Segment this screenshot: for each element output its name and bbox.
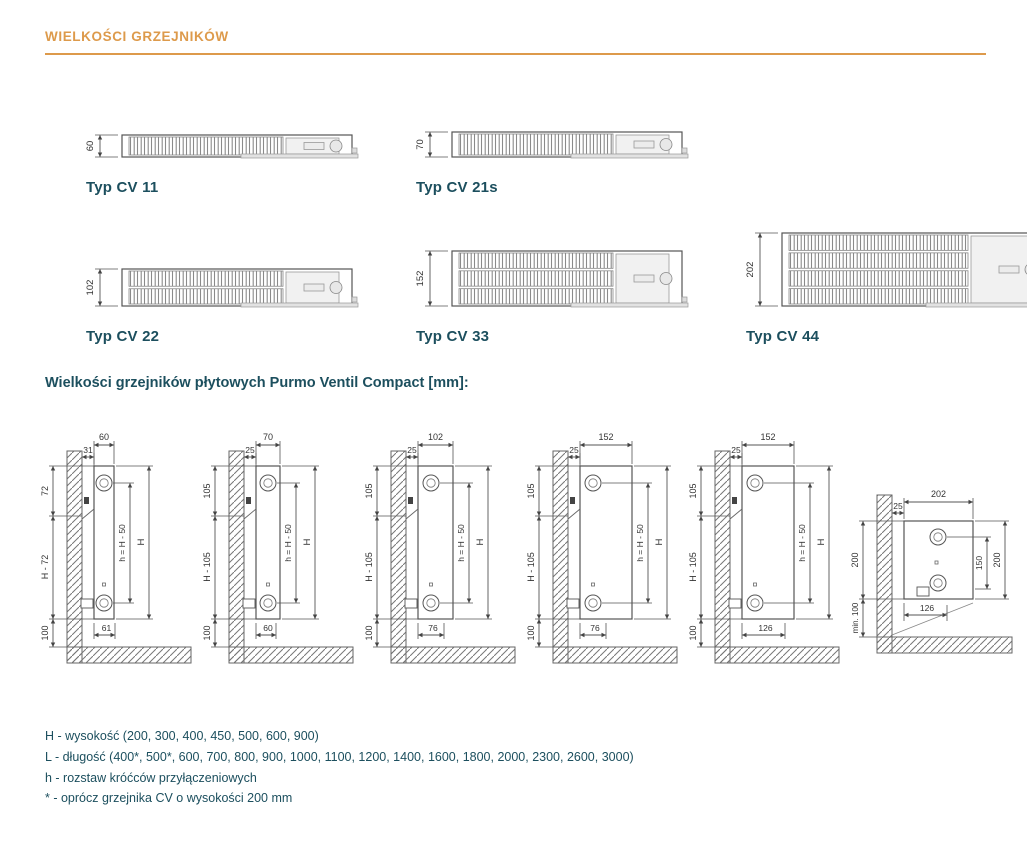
dim-arrow-icon xyxy=(985,585,989,590)
bottom-port xyxy=(585,595,601,611)
dim-middle-label: H - 105 xyxy=(688,552,698,582)
dim-arrow-icon xyxy=(904,613,909,617)
bottom-width-label: 76 xyxy=(428,623,438,633)
bottom-width-label: 126 xyxy=(758,623,773,633)
side-diagram-4 xyxy=(523,411,685,688)
floor-clearance-label: min. 100 xyxy=(851,602,860,634)
top-port xyxy=(747,475,763,491)
dim-arrow-icon xyxy=(147,615,151,620)
depth-dim-label: 152 xyxy=(415,270,426,287)
dim-arrow-icon xyxy=(699,516,703,521)
height-label: H xyxy=(136,538,147,546)
depth-dim-label: 70 xyxy=(415,139,426,150)
convector-fins xyxy=(129,271,283,286)
dim-arrow-icon xyxy=(51,512,55,517)
top-port xyxy=(423,475,439,491)
connection-stub xyxy=(352,297,357,302)
dim-arrow-icon xyxy=(628,443,633,447)
dim-top-label: 105 xyxy=(202,483,212,499)
convector-fins xyxy=(789,235,968,250)
dim-arrow-icon xyxy=(213,512,217,517)
dim-arrow-icon xyxy=(646,599,650,604)
side-diagram-svg xyxy=(685,411,847,683)
dim-arrow-icon xyxy=(276,443,281,447)
dim-arrow-icon xyxy=(699,643,703,648)
dim-arrow-icon xyxy=(51,615,55,620)
depth-dim-label: 202 xyxy=(745,261,756,278)
bottom-port xyxy=(423,595,439,611)
dim-arrow-icon xyxy=(602,633,607,637)
dim-floor-label: 100 xyxy=(202,625,212,641)
dim-arrow-icon xyxy=(568,455,573,459)
bottom-valve xyxy=(405,599,417,608)
page-header xyxy=(45,28,986,55)
dim-top-label: 72 xyxy=(40,485,50,497)
legend-line-pipe-spacing: h - rozstaw króćców przyłączeniowych xyxy=(45,770,257,785)
height-label: H xyxy=(816,538,827,546)
wall-offset-label: 25 xyxy=(245,445,255,455)
dim-floor-label: 100 xyxy=(364,625,374,641)
dim-arrow-icon xyxy=(738,455,743,459)
dim-arrow-icon xyxy=(537,516,541,521)
top-view-cv33-label: Typ CV 33 xyxy=(416,328,490,345)
top-port xyxy=(585,475,601,491)
dim-arrow-icon xyxy=(414,455,419,459)
top-width-label: 60 xyxy=(98,432,110,442)
wall-hatch xyxy=(391,451,406,663)
dim-arrow-icon xyxy=(111,633,116,637)
pipe-spacing-label: h = H - 50 xyxy=(456,524,466,562)
bottom-plate xyxy=(571,303,688,307)
wall-hatch xyxy=(877,495,892,653)
bottom-port xyxy=(96,595,112,611)
floor-hatch xyxy=(877,637,1012,653)
bottom-valve xyxy=(81,599,93,608)
wall-bracket xyxy=(84,497,89,504)
dim-arrow-icon xyxy=(256,443,261,447)
depth-dim-label: 102 xyxy=(85,279,96,296)
bottom-width-label: 61 xyxy=(101,623,112,633)
dim-arrow-icon xyxy=(646,483,650,488)
valve-insert xyxy=(304,143,324,150)
dim-arrow-icon xyxy=(98,302,102,307)
dim-arrow-icon xyxy=(808,483,812,488)
dim-arrow-icon xyxy=(213,643,217,648)
dim-arrow-icon xyxy=(758,233,762,238)
dim-arrow-icon xyxy=(375,466,379,471)
dim-arrow-icon xyxy=(827,466,831,471)
dim-arrow-icon xyxy=(486,466,490,471)
dim-arrow-icon xyxy=(861,595,865,600)
top-width-label: 102 xyxy=(427,432,444,442)
bottom-plate xyxy=(241,303,358,307)
dim-arrow-icon xyxy=(110,443,115,447)
top-port xyxy=(260,475,276,491)
bottom-width-label: 76 xyxy=(590,623,600,633)
dim-arrow-icon xyxy=(861,633,865,638)
pipe-spacing-label: h = H - 50 xyxy=(797,524,807,562)
connection-stub xyxy=(682,148,687,153)
top-view-cv44 xyxy=(740,224,1027,345)
dim-arrow-icon xyxy=(213,466,217,471)
top-view-drawing-svg xyxy=(80,260,362,315)
pipe-spacing-label: h = H - 50 xyxy=(117,524,127,562)
side-diagram-svg xyxy=(199,411,361,683)
valve-insert xyxy=(634,141,654,148)
height-left-label: 200 xyxy=(850,552,860,568)
bottom-valve xyxy=(917,587,929,596)
dim-arrow-icon xyxy=(576,455,581,459)
wall-offset-label: 25 xyxy=(569,445,579,455)
dim-arrow-icon xyxy=(98,269,102,274)
top-view-cv33-drawing xyxy=(410,242,692,315)
wall-offset-label: 25 xyxy=(407,445,417,455)
dim-arrow-icon xyxy=(969,500,974,504)
bottom-plate xyxy=(241,154,358,158)
dim-arrow-icon xyxy=(51,619,55,624)
dim-arrow-icon xyxy=(418,443,423,447)
dim-arrow-icon xyxy=(90,455,95,459)
bottom-width-label: 60 xyxy=(263,623,273,633)
pipe-spacing-label: h = H - 50 xyxy=(283,524,293,562)
dim-arrow-icon xyxy=(730,455,735,459)
top-view-drawing-svg xyxy=(740,224,1027,315)
legend-line-footnote: * - oprócz grzejnika CV o wysokości 200 mm xyxy=(45,791,293,806)
connection-stub xyxy=(352,148,357,153)
bottom-valve xyxy=(729,599,741,608)
convector-fins xyxy=(459,134,613,155)
pipe-height-label: 150 xyxy=(974,555,984,571)
dim-arrow-icon xyxy=(375,516,379,521)
dim-arrow-icon xyxy=(699,615,703,620)
dim-arrow-icon xyxy=(375,512,379,517)
dim-arrow-icon xyxy=(580,633,585,637)
drawing-line xyxy=(82,509,94,519)
dim-arrow-icon xyxy=(790,443,795,447)
dim-arrow-icon xyxy=(861,599,865,604)
dim-arrow-icon xyxy=(98,153,102,158)
dim-floor-label: 100 xyxy=(688,625,698,641)
floor-hatch xyxy=(229,647,353,663)
bottom-plate xyxy=(926,303,1027,307)
wall-bracket xyxy=(246,497,251,504)
dim-arrow-icon xyxy=(428,251,432,256)
valve-insert xyxy=(634,275,654,282)
valve-port xyxy=(660,273,672,285)
side-diagram-svg xyxy=(361,411,523,683)
drain-plug xyxy=(754,583,757,586)
dim-arrow-icon xyxy=(147,466,151,471)
bottom-port xyxy=(747,595,763,611)
top-width-label: 202 xyxy=(930,489,947,499)
side-diagrams-row xyxy=(37,411,1002,688)
dim-arrow-icon xyxy=(699,512,703,517)
top-view-drawing-svg xyxy=(80,126,362,166)
convector-fins xyxy=(789,271,968,286)
dim-arrow-icon xyxy=(537,643,541,648)
dim-arrow-icon xyxy=(128,483,132,488)
pipe-spacing-label: h = H - 50 xyxy=(635,524,645,562)
side-diagram-5 xyxy=(685,411,847,688)
drawing-line xyxy=(568,509,580,519)
dim-arrow-icon xyxy=(808,599,812,604)
dim-arrow-icon xyxy=(213,516,217,521)
floor-hatch xyxy=(715,647,839,663)
wall-bracket xyxy=(570,497,575,504)
drain-plug xyxy=(430,583,433,586)
wall-hatch xyxy=(229,451,244,663)
dim-middle-label: H - 105 xyxy=(364,552,374,582)
convector-fins xyxy=(129,137,283,155)
dim-top-label: 105 xyxy=(688,483,698,499)
dim-arrow-icon xyxy=(742,633,747,637)
drain-plug xyxy=(592,583,595,586)
dim-arrow-icon xyxy=(428,132,432,137)
top-view-cv21s-label: Typ CV 21s xyxy=(416,179,498,196)
dim-arrow-icon xyxy=(294,483,298,488)
dim-arrow-icon xyxy=(418,633,423,637)
dim-arrow-icon xyxy=(467,483,471,488)
bottom-plate xyxy=(571,154,688,158)
top-port xyxy=(96,475,112,491)
valve-port xyxy=(330,140,342,152)
connection-stub xyxy=(682,297,687,302)
dim-arrow-icon xyxy=(861,521,865,526)
bottom-port xyxy=(260,595,276,611)
top-width-label: 70 xyxy=(262,432,274,442)
top-view-cv33 xyxy=(410,242,692,345)
wall-offset-label: 25 xyxy=(731,445,741,455)
wall-offset-label: 31 xyxy=(83,445,93,455)
bottom-valve xyxy=(243,599,255,608)
wall-hatch xyxy=(67,451,82,663)
top-views-row-1 xyxy=(45,123,987,196)
dim-floor-label: 100 xyxy=(526,625,536,641)
drawing-line xyxy=(730,509,742,519)
dim-floor-label: 100 xyxy=(40,625,50,641)
top-view-cv21s-drawing xyxy=(410,123,692,166)
valve-port xyxy=(330,282,342,294)
dim-arrow-icon xyxy=(900,511,905,515)
dim-arrow-icon xyxy=(375,643,379,648)
dim-arrow-icon xyxy=(1003,521,1007,526)
wall-bracket xyxy=(732,497,737,504)
dim-arrow-icon xyxy=(699,466,703,471)
dim-middle-label: H - 105 xyxy=(526,552,536,582)
dim-arrow-icon xyxy=(256,633,261,637)
corner-diagram-svg xyxy=(847,463,1025,679)
dim-arrow-icon xyxy=(51,516,55,521)
dim-arrow-icon xyxy=(985,537,989,542)
dim-arrow-icon xyxy=(406,455,411,459)
dim-arrow-icon xyxy=(82,455,87,459)
legend xyxy=(45,726,987,809)
dim-arrow-icon xyxy=(128,599,132,604)
height-right-label: 200 xyxy=(992,552,1002,568)
dim-arrow-icon xyxy=(51,643,55,648)
dim-arrow-icon xyxy=(428,153,432,158)
dim-arrow-icon xyxy=(375,619,379,624)
drawing-line xyxy=(406,509,418,519)
drain-plug xyxy=(103,583,106,586)
dim-arrow-icon xyxy=(375,615,379,620)
dim-arrow-icon xyxy=(51,466,55,471)
dim-arrow-icon xyxy=(537,619,541,624)
dim-arrow-icon xyxy=(94,443,99,447)
dim-arrow-icon xyxy=(428,302,432,307)
valve-insert xyxy=(999,266,1019,273)
top-view-cv44-label: Typ CV 44 xyxy=(746,328,820,345)
dim-arrow-icon xyxy=(467,599,471,604)
page-title: WIELKOŚCI GRZEJNIKÓW xyxy=(45,29,229,44)
height-label: H xyxy=(654,538,665,546)
bottom-width-label: 126 xyxy=(919,603,935,613)
convector-fins xyxy=(459,253,613,268)
dim-arrow-icon xyxy=(827,615,831,620)
dim-arrow-icon xyxy=(213,615,217,620)
convector-fins xyxy=(789,253,968,268)
side-diagram-svg xyxy=(37,411,199,683)
top-width-label: 152 xyxy=(598,432,614,442)
top-views-row-2 xyxy=(45,224,987,345)
bottom-valve xyxy=(567,599,579,608)
convector-fins xyxy=(459,289,613,304)
dim-arrow-icon xyxy=(537,512,541,517)
dim-arrow-icon xyxy=(94,633,99,637)
floor-hatch xyxy=(391,647,515,663)
dim-arrow-icon xyxy=(313,615,317,620)
dim-arrow-icon xyxy=(272,633,277,637)
dim-arrow-icon xyxy=(486,615,490,620)
dim-arrow-icon xyxy=(904,500,909,504)
top-view-cv22-label: Typ CV 22 xyxy=(86,328,160,345)
dim-arrow-icon xyxy=(580,443,585,447)
dim-middle-label: H - 105 xyxy=(202,552,212,582)
dim-arrow-icon xyxy=(252,455,257,459)
top-view-cv21s xyxy=(410,123,692,196)
top-view-drawing-svg xyxy=(410,242,692,315)
drain-plug xyxy=(267,583,270,586)
top-view-cv22 xyxy=(80,260,362,345)
dim-arrow-icon xyxy=(244,455,249,459)
valve-insert xyxy=(304,284,324,291)
convector-fins xyxy=(789,289,968,304)
dim-arrow-icon xyxy=(665,466,669,471)
top-view-cv44-drawing xyxy=(740,224,1027,315)
dim-arrow-icon xyxy=(665,615,669,620)
dim-top-label: 105 xyxy=(526,483,536,499)
bottom-port xyxy=(930,575,946,591)
side-diagram-svg xyxy=(523,411,685,683)
convector-fins xyxy=(129,289,283,304)
dim-arrow-icon xyxy=(213,619,217,624)
legend-line-height: H - wysokość (200, 300, 400, 450, 500, 600, 900) xyxy=(45,729,319,743)
dim-arrow-icon xyxy=(758,302,762,307)
top-port xyxy=(930,529,946,545)
height-label: H xyxy=(302,538,313,546)
dim-arrow-icon xyxy=(449,443,454,447)
dim-arrow-icon xyxy=(742,443,747,447)
dim-middle-label: H - 72 xyxy=(40,554,50,580)
top-view-drawing-svg xyxy=(410,123,692,166)
dim-arrow-icon xyxy=(98,135,102,140)
legend-line-length: L - długość (400*, 500*, 600, 700, 800, 900, 1000, 1100, 1200, 1400, 1600, 1800, 2000, 2300, 2600, 3000) xyxy=(45,749,634,764)
top-width-label: 152 xyxy=(760,432,776,442)
dim-top-label: 105 xyxy=(364,483,374,499)
valve-port xyxy=(660,139,672,151)
drawing-line xyxy=(244,509,256,519)
top-view-cv11 xyxy=(80,126,362,196)
side-diagram-1 xyxy=(37,411,199,688)
convector-fins xyxy=(459,271,613,286)
top-view-cv11-label: Typ CV 11 xyxy=(86,179,159,196)
dim-arrow-icon xyxy=(1003,595,1007,600)
dim-arrow-icon xyxy=(537,615,541,620)
dim-arrow-icon xyxy=(294,599,298,604)
dim-arrow-icon xyxy=(781,633,786,637)
dim-arrow-icon xyxy=(537,466,541,471)
depth-dim-label: 60 xyxy=(85,140,96,152)
dim-arrow-icon xyxy=(313,466,317,471)
wall-bracket xyxy=(408,497,413,504)
wall-offset-label: 25 xyxy=(893,501,903,511)
floor-hatch xyxy=(67,647,191,663)
section-subheading: Wielkości grzejników płytowych Purmo Ventil Compact [mm]: xyxy=(45,375,469,391)
drain-plug xyxy=(935,561,938,564)
top-view-cv11-drawing xyxy=(80,126,362,166)
side-diagram-3 xyxy=(361,411,523,688)
corner-diagram xyxy=(847,463,1025,684)
wall-hatch xyxy=(715,451,730,663)
top-view-cv22-drawing xyxy=(80,260,362,315)
dim-arrow-icon xyxy=(892,511,897,515)
height-label: H xyxy=(475,538,486,546)
wall-hatch xyxy=(553,451,568,663)
side-diagram-2 xyxy=(199,411,361,688)
dim-arrow-icon xyxy=(440,633,445,637)
floor-hatch xyxy=(553,647,677,663)
dim-arrow-icon xyxy=(699,619,703,624)
